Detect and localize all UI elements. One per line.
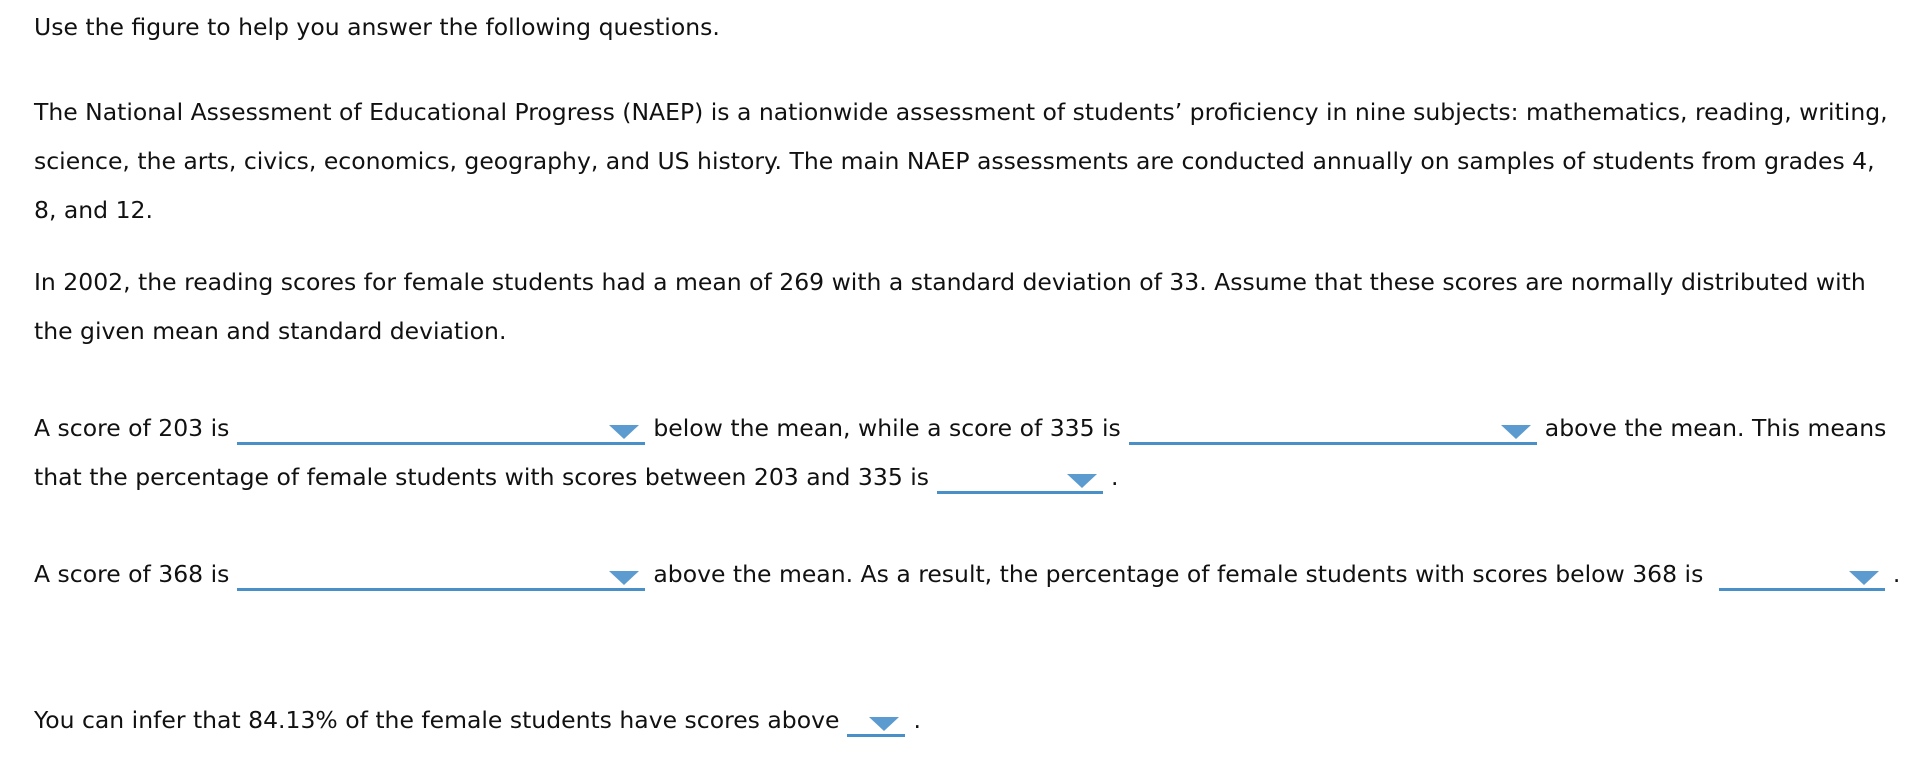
question-1 [34,404,1904,502]
triangle-down-icon [869,717,899,731]
triangle-down-icon [609,425,639,439]
q2-text-1: A score of 368 is [34,560,230,588]
q3-dropdown-score[interactable] [847,707,905,737]
q1-text-2: below the mean, while a score of 335 is [653,414,1121,442]
q3-text-1: You can infer that 84.13% of the female students have scores above [34,706,840,734]
triangle-down-icon [1501,425,1531,439]
q1-dropdown-335-sd[interactable] [1129,415,1537,445]
intro-text: Use the figure to help you answer the following questions. [34,13,720,41]
q2-dropdown-368-sd[interactable] [237,561,645,591]
triangle-down-icon [609,571,639,585]
q1-text-1: A score of 203 is [34,414,230,442]
q1-text-3: above the mean. This means that the percentage of female students with scores between 203 and 335 is [34,414,1887,491]
triangle-down-icon [1849,571,1879,585]
q3-text-2: . [913,706,921,734]
q1-text-4: . [1111,463,1119,491]
scores-paragraph: In 2002, the reading scores for female students had a mean of 269 with a standard deviation of 33. Assume that these scores are normally distributed with the given mean and standard deviation. [34,268,1866,345]
naep-paragraph: The National Assessment of Educational Progress (NAEP) is a nationwide assessment of students’ proficiency in nine subjects: mathematics, reading, writing, science, the arts, civics, economics, geography, and US history. The main NAEP assessments are conducted annually on samples of students from grades 4, 8, and 12. [34,98,1888,224]
q1-dropdown-203-sd[interactable] [237,415,645,445]
question-3 [34,696,1904,745]
q2-dropdown-percentage[interactable] [1719,561,1885,591]
q1-dropdown-percentage[interactable] [937,464,1103,494]
q2-text-3: . [1892,560,1901,588]
triangle-down-icon [1067,474,1097,488]
q2-text-2: above the mean. As a result, the percentage of female students with scores below 368 is [653,560,1704,588]
question-2 [34,550,1904,599]
